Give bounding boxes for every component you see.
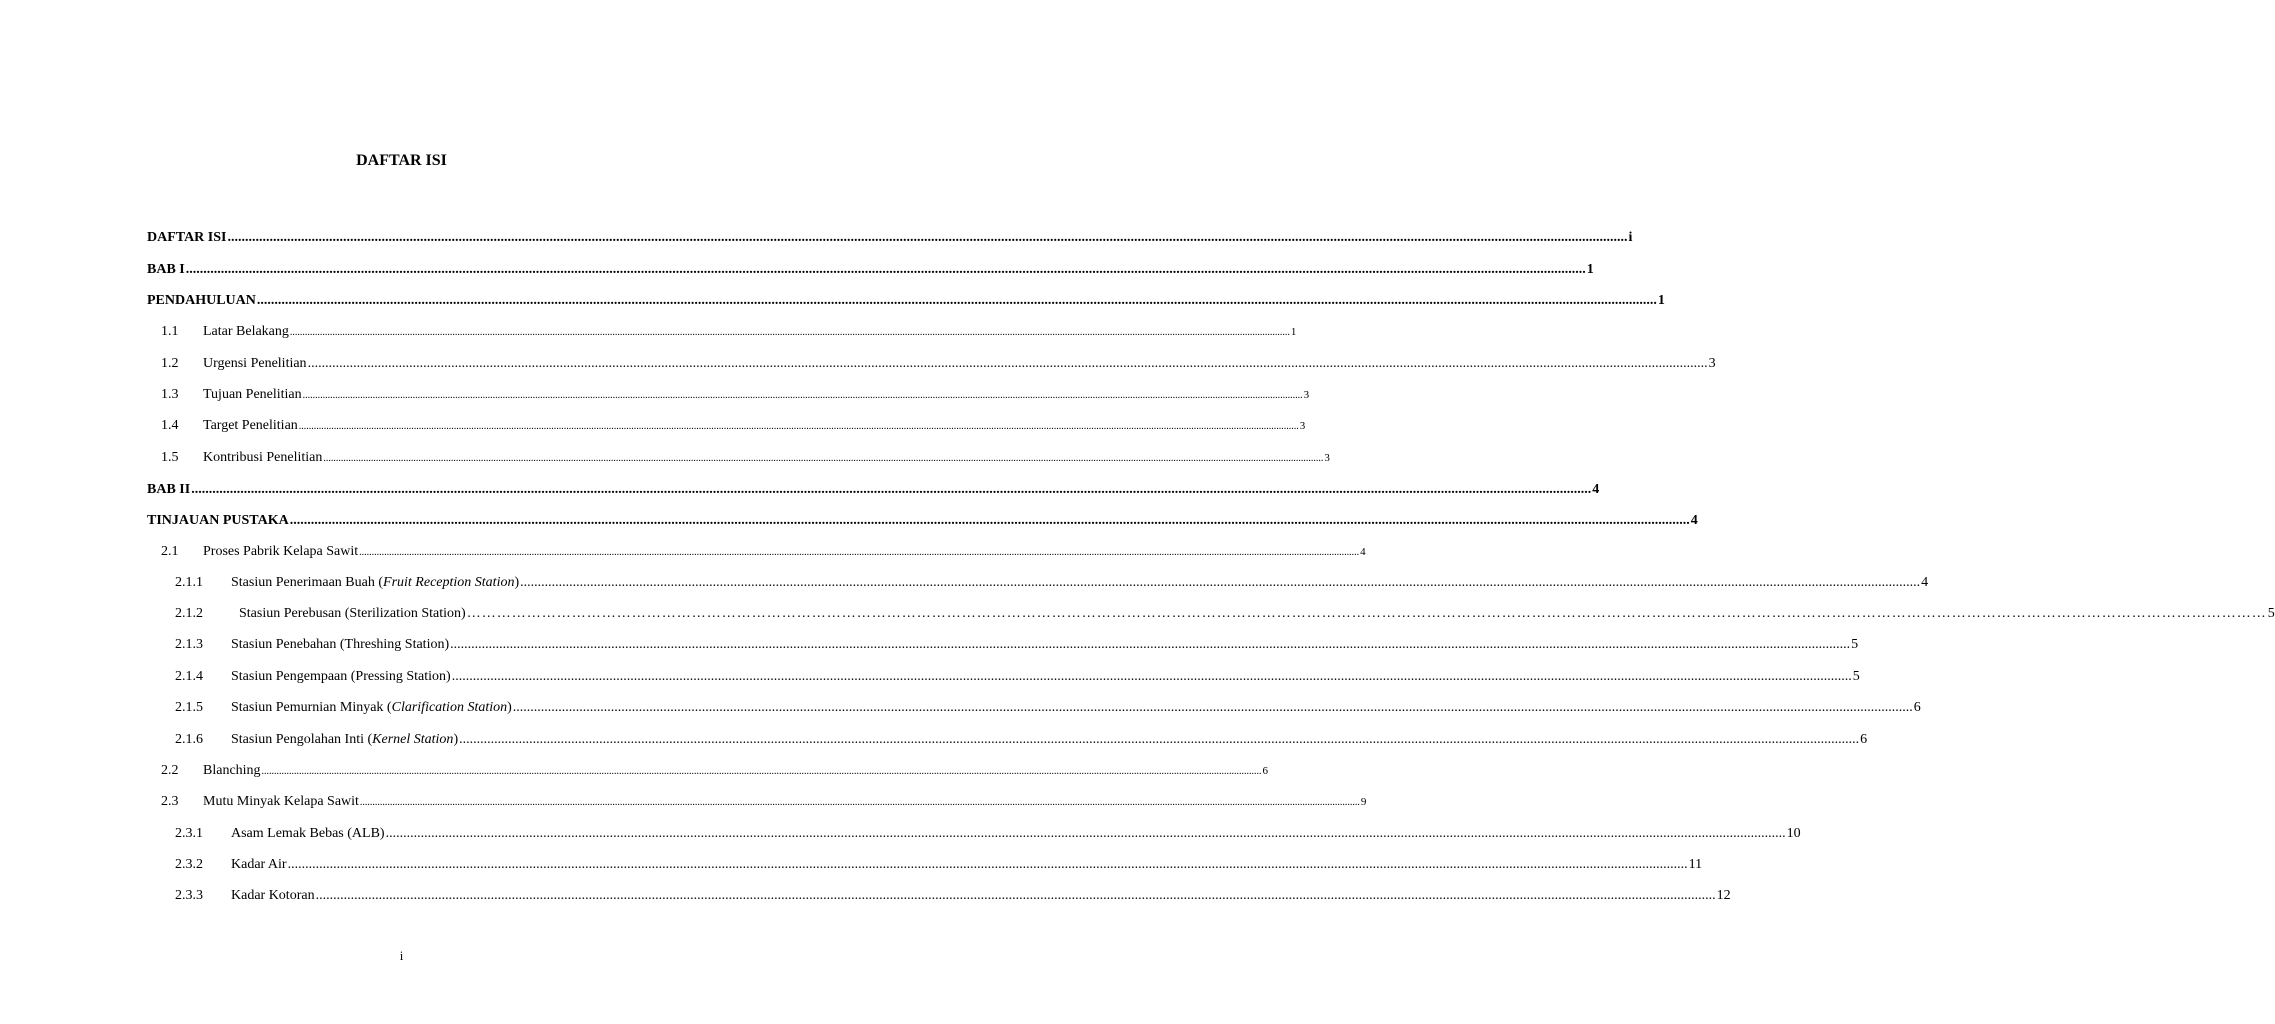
- toc-entry-number: 2.1.1: [175, 575, 203, 590]
- toc-entry-title: Kadar Air: [231, 857, 287, 872]
- toc-entry-title: Urgensi Penelitian: [203, 356, 307, 371]
- toc-entry-number: 2.1.2: [175, 606, 203, 621]
- toc-dot-leader: ................................................................................................................................................................................................................................................................................................................................................................................................................: [185, 262, 1586, 277]
- toc-entry-title: BAB II: [147, 482, 191, 497]
- toc-entry-title: Stasiun Penerimaan Buah (Fruit Reception Station): [231, 575, 520, 590]
- toc-dot-leader: ................................................................................................................................................................................................................................................................................................................................................................................................................: [298, 421, 1299, 432]
- toc-entry-number: 2.1.6: [175, 732, 203, 747]
- toc-entry-title: Stasiun Pengolahan Inti (Kernel Station): [231, 732, 459, 747]
- toc-dot-leader: ................................................................................................................................................................................................................................................................................................................................................................................................................: [459, 732, 1860, 747]
- toc-dot-leader: ................................................................................................................................................................................................................................................................................................................................................................................................................: [315, 888, 1716, 903]
- toc-entry-title: Asam Lemak Bebas (ALB): [231, 826, 385, 841]
- toc-entry: [161, 761, 1269, 781]
- toc-entry: [161, 542, 1366, 562]
- toc-dot-leader: ………………………………………………………………………………………………………………………………………………………………………………………………………………………………………………………………………………………………………………………………: [466, 606, 2267, 621]
- toc-entry-title: Stasiun Pemurnian Minyak (Clarification Station): [231, 700, 512, 715]
- toc-entry: [175, 824, 1801, 844]
- toc-page-number: 4: [1690, 513, 1698, 528]
- toc-page-number: 9: [1360, 796, 1367, 808]
- toc-dot-leader: ................................................................................................................................................................................................................................................................................................................................................................................................................: [451, 669, 1852, 684]
- toc-page-number: 3: [1324, 452, 1330, 464]
- toc-entry-number: 2.1.3: [175, 637, 203, 652]
- toc-entry: [147, 511, 1698, 531]
- toc-entry: [175, 886, 1731, 906]
- toc-dot-leader: ................................................................................................................................................................................................................................................................................................................................................................................................................: [256, 293, 1657, 308]
- toc-entry: [175, 604, 2275, 624]
- toc-entry: [161, 354, 1716, 374]
- toc-entry-title: Stasiun Perebusan (Sterilization Station): [239, 606, 466, 621]
- toc-page-number: 10: [1786, 826, 1801, 841]
- toc-entry-title: Tujuan Penelitian: [203, 387, 302, 402]
- toc-entry-number: 1.4: [161, 418, 179, 433]
- toc-entry: [175, 730, 1868, 750]
- page-number-footer: i: [399, 948, 404, 963]
- toc-entry-number: 2.1: [161, 544, 179, 559]
- toc-page-number: 6: [1860, 732, 1868, 747]
- toc-page-number: 12: [1716, 888, 1731, 903]
- toc-entry-title: TINJAUAN PUSTAKA: [147, 513, 289, 528]
- toc-dot-leader: ................................................................................................................................................................................................................................................................................................................................................................................................................: [323, 453, 1324, 464]
- toc-dot-leader: ................................................................................................................................................................................................................................................................................................................................................................................................................: [289, 513, 1690, 528]
- toc-entry: [161, 792, 1367, 812]
- toc-page-number: i: [1628, 230, 1633, 245]
- toc-entry-title: Stasiun Penebahan (Threshing Station): [231, 637, 450, 652]
- toc-entry-number: 2.3.1: [175, 826, 203, 841]
- toc-page-number: 11: [1688, 857, 1703, 872]
- toc-entry: [161, 322, 1297, 342]
- toc-entry-number: 2.3.3: [175, 888, 203, 903]
- toc-dot-leader: ................................................................................................................................................................................................................................................................................................................................................................................................................: [302, 390, 1303, 401]
- toc-page-number: 4: [1921, 575, 1929, 590]
- toc-dot-leader: ................................................................................................................................................................................................................................................................................................................................................................................................................: [520, 575, 1921, 590]
- toc-page-number: 3: [1303, 389, 1310, 401]
- toc-entry-italic-term: Fruit Reception Station: [383, 575, 515, 590]
- toc-entry-title: Proses Pabrik Kelapa Sawit: [203, 544, 359, 559]
- toc-dot-leader: ................................................................................................................................................................................................................................................................................................................................................................................................................: [307, 356, 1708, 371]
- toc-entry-title: Kontribusi Penelitian: [203, 450, 323, 465]
- toc-entry-italic-term: Clarification Station: [391, 700, 508, 715]
- toc-dot-leader: ................................................................................................................................................................................................................................................................................................................................................................................................................: [385, 826, 1786, 841]
- toc-page-number: 4: [1592, 482, 1600, 497]
- toc-entry: [175, 635, 1859, 655]
- toc-entry-title: Kadar Kotoran: [231, 888, 315, 903]
- toc-dot-leader: ................................................................................................................................................................................................................................................................................................................................................................................................................: [359, 797, 1360, 808]
- toc-entry-title: Latar Belakang: [203, 324, 289, 339]
- toc-dot-leader: ................................................................................................................................................................................................................................................................................................................................................................................................................: [512, 700, 1913, 715]
- toc-entry-number: 1.2: [161, 356, 179, 371]
- toc-entry-number: 2.1.4: [175, 669, 203, 684]
- toc-entry: [161, 448, 1330, 468]
- toc-page-number: 6: [1262, 765, 1269, 777]
- toc-page-number: 5: [1852, 669, 1860, 684]
- toc-dot-leader: ................................................................................................................................................................................................................................................................................................................................................................................................................: [287, 857, 1688, 872]
- toc-dot-leader: ................................................................................................................................................................................................................................................................................................................................................................................................................: [191, 482, 1592, 497]
- toc-page-number: 3: [1708, 356, 1716, 371]
- toc-dot-leader: ................................................................................................................................................................................................................................................................................................................................................................................................................: [359, 547, 1360, 558]
- toc-dot-leader: ................................................................................................................................................................................................................................................................................................................................................................................................................: [261, 766, 1262, 777]
- toc-entry: [175, 573, 1929, 593]
- toc-entry: [175, 698, 1921, 718]
- toc-entry-number: 1.5: [161, 450, 179, 465]
- toc-entry-title: PENDAHULUAN: [147, 293, 256, 308]
- toc-dot-leader: ................................................................................................................................................................................................................................................................................................................................................................................................................: [227, 230, 1628, 245]
- toc-dot-leader: ................................................................................................................................................................................................................................................................................................................................................................................................................: [450, 637, 1851, 652]
- toc-page-number: 1: [1657, 293, 1665, 308]
- toc-entry-italic-term: Kernel Station: [372, 732, 454, 747]
- toc-dot-leader: ................................................................................................................................................................................................................................................................................................................................................................................................................: [289, 327, 1290, 338]
- toc-entry-title: BAB I: [147, 262, 185, 277]
- toc-page-number: 1: [1586, 262, 1594, 277]
- toc-entry-number: 2.3: [161, 794, 179, 809]
- toc-entry-title: Mutu Minyak Kelapa Sawit: [203, 794, 359, 809]
- toc-entry-number: 2.1.5: [175, 700, 203, 715]
- toc-entry-number: 2.3.2: [175, 857, 203, 872]
- toc-page-number: 5: [2267, 606, 2275, 621]
- toc-entry: [175, 667, 1860, 687]
- page-title: DAFTAR ISI: [356, 152, 447, 169]
- toc-entry: [147, 260, 1594, 280]
- toc-entry: [161, 385, 1310, 405]
- toc-entry: [147, 228, 1633, 248]
- toc-entry: [161, 416, 1306, 436]
- toc-entry-title: Blanching: [203, 763, 261, 778]
- toc-entry: [147, 480, 1600, 500]
- toc-page-number: 1: [1290, 326, 1297, 338]
- toc-entry-number: 2.2: [161, 763, 179, 778]
- toc-entry-title: DAFTAR ISI: [147, 230, 227, 245]
- toc-page-number: 5: [1851, 637, 1859, 652]
- toc-page-number: 6: [1913, 700, 1921, 715]
- toc-entry-number: 1.1: [161, 324, 179, 339]
- toc-entry-title: Stasiun Pengempaan (Pressing Station): [231, 669, 451, 684]
- toc-entry: [175, 855, 1703, 875]
- toc-page-number: 4: [1360, 546, 1366, 558]
- toc-entry: [147, 291, 1665, 311]
- toc-entry-number: 1.3: [161, 387, 179, 402]
- toc-entry-title: Target Penelitian: [203, 418, 298, 433]
- toc-page-number: 3: [1299, 420, 1306, 432]
